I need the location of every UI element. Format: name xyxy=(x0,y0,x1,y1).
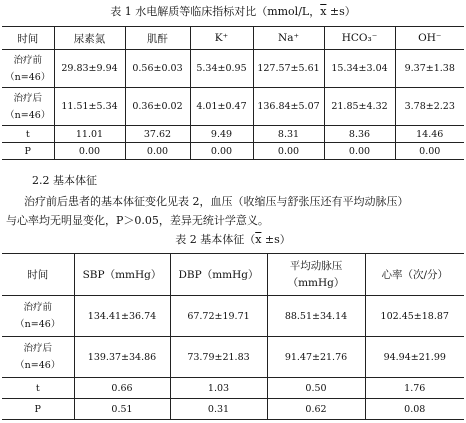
table-row xyxy=(2,88,464,126)
table2-header-row xyxy=(2,254,464,296)
table-cell: 21.85±4.32 xyxy=(324,88,395,126)
table-cell: 127.57±5.61 xyxy=(253,50,324,88)
table-cell: 0.51 xyxy=(74,399,170,420)
row-label-line: 治疗前 xyxy=(13,54,42,66)
row-label-line: （n=46） xyxy=(5,109,51,121)
table1-header-cell: Na⁺ xyxy=(253,27,324,50)
table-cell: 11.51±5.34 xyxy=(54,88,125,126)
table-cell: 9.49 xyxy=(190,126,253,143)
table-cell: 0.31 xyxy=(170,399,267,420)
table1-header-cell: K⁺ xyxy=(190,27,253,50)
table-cell: 134.41±36.74 xyxy=(74,296,170,337)
table2-caption-suffix: ±s） xyxy=(261,233,291,246)
table1-header-cell: OH⁻ xyxy=(395,27,464,50)
table2-header-cell: DBP（mmHg） xyxy=(170,254,267,296)
row-label-line: （n=46） xyxy=(5,71,51,83)
table-cell: 29.83±9.94 xyxy=(54,50,125,88)
table1-header-cell: 时间 xyxy=(2,27,54,50)
row-label-line: （n=46） xyxy=(15,360,61,371)
table-cell: 1.76 xyxy=(365,378,464,399)
row-label-line: 治疗前 xyxy=(23,302,52,313)
table-cell: 0.00 xyxy=(324,143,395,160)
table-cell: 4.01±0.47 xyxy=(190,88,253,126)
section-heading: 2.2 基本体征 xyxy=(32,174,97,187)
table2-header-cell: SBP（mmHg） xyxy=(74,254,170,296)
table2-header-cell: 时间 xyxy=(2,254,74,296)
table1-header-row xyxy=(2,27,464,50)
table1 xyxy=(2,26,464,160)
table2 xyxy=(2,253,464,420)
table-cell: 14.46 xyxy=(395,126,464,143)
table-cell: 0.36±0.02 xyxy=(125,88,190,126)
row-label: P xyxy=(2,143,54,160)
row-label xyxy=(2,50,54,88)
row-label xyxy=(2,296,74,337)
row-label-line: 治疗后 xyxy=(13,92,42,104)
row-label xyxy=(2,88,54,126)
paragraph-line: 与心率均无明显变化，P＞0.05，差异无统计学意义。 xyxy=(6,214,269,227)
table-row xyxy=(2,143,464,160)
table-cell: 94.94±21.99 xyxy=(365,337,464,378)
table-cell: 0.08 xyxy=(365,399,464,420)
table-cell: 0.00 xyxy=(395,143,464,160)
table1-header-cell: HCO₃⁻ xyxy=(324,27,395,50)
table2-caption-xbar: $\overline{x}$ xyxy=(255,233,262,246)
table1-caption-prefix: 表 1 水电解质等临床指标对比（mmol/L， xyxy=(110,5,321,18)
paragraph-line: 治疗前后患者的基本体征变化见表 2，血压（收缩压与舒张压还有平均动脉压） xyxy=(24,195,409,208)
table-cell: 139.37±34.86 xyxy=(74,337,170,378)
table1-header-cell: 肌酐 xyxy=(125,27,190,50)
table-cell: 3.78±2.23 xyxy=(395,88,464,126)
table-cell: 8.31 xyxy=(253,126,324,143)
table2-caption-prefix: 表 2 基本体征（ xyxy=(175,233,256,246)
table1-caption-xbar: $\overline{x}$ xyxy=(320,5,327,18)
header-line: 平均动脉压 xyxy=(289,259,343,272)
table-cell: 0.00 xyxy=(253,143,324,160)
table1-caption xyxy=(0,5,466,19)
table-cell: 37.62 xyxy=(125,126,190,143)
table1-caption-suffix: ±s） xyxy=(326,5,356,18)
row-label-line: 治疗后 xyxy=(23,343,52,354)
table2-header-cell: 心率（次/分） xyxy=(365,254,464,296)
row-label xyxy=(2,337,74,378)
row-label: P xyxy=(2,399,74,420)
table-cell: 88.51±34.14 xyxy=(267,296,365,337)
table-row xyxy=(2,296,464,337)
table-cell: 73.79±21.83 xyxy=(170,337,267,378)
table1-header-cell: 尿素氮 xyxy=(54,27,125,50)
table-cell: 136.84±5.07 xyxy=(253,88,324,126)
table-row xyxy=(2,337,464,378)
table-cell: 102.45±18.87 xyxy=(365,296,464,337)
header-line: （mmHg） xyxy=(287,276,345,289)
table-cell: 0.00 xyxy=(125,143,190,160)
table-cell: 67.72±19.71 xyxy=(170,296,267,337)
row-label-line: （n=46） xyxy=(15,319,61,330)
table2-caption xyxy=(0,233,466,247)
table-cell: 0.00 xyxy=(54,143,125,160)
table-cell: 11.01 xyxy=(54,126,125,143)
table-cell: 0.56±0.03 xyxy=(125,50,190,88)
table-cell: 9.37±1.38 xyxy=(395,50,464,88)
row-label: t xyxy=(2,126,54,143)
table-row xyxy=(2,399,464,420)
table-cell: 0.62 xyxy=(267,399,365,420)
table-row xyxy=(2,378,464,399)
table-cell: 0.00 xyxy=(190,143,253,160)
table2-header-cell xyxy=(267,254,365,296)
table-cell: 15.34±3.04 xyxy=(324,50,395,88)
table-cell: 0.66 xyxy=(74,378,170,399)
table-cell: 8.36 xyxy=(324,126,395,143)
table-row xyxy=(2,50,464,88)
table-cell: 1.03 xyxy=(170,378,267,399)
table-cell: 5.34±0.95 xyxy=(190,50,253,88)
row-label: t xyxy=(2,378,74,399)
table-cell: 91.47±21.76 xyxy=(267,337,365,378)
table-cell: 0.50 xyxy=(267,378,365,399)
table-row xyxy=(2,126,464,143)
